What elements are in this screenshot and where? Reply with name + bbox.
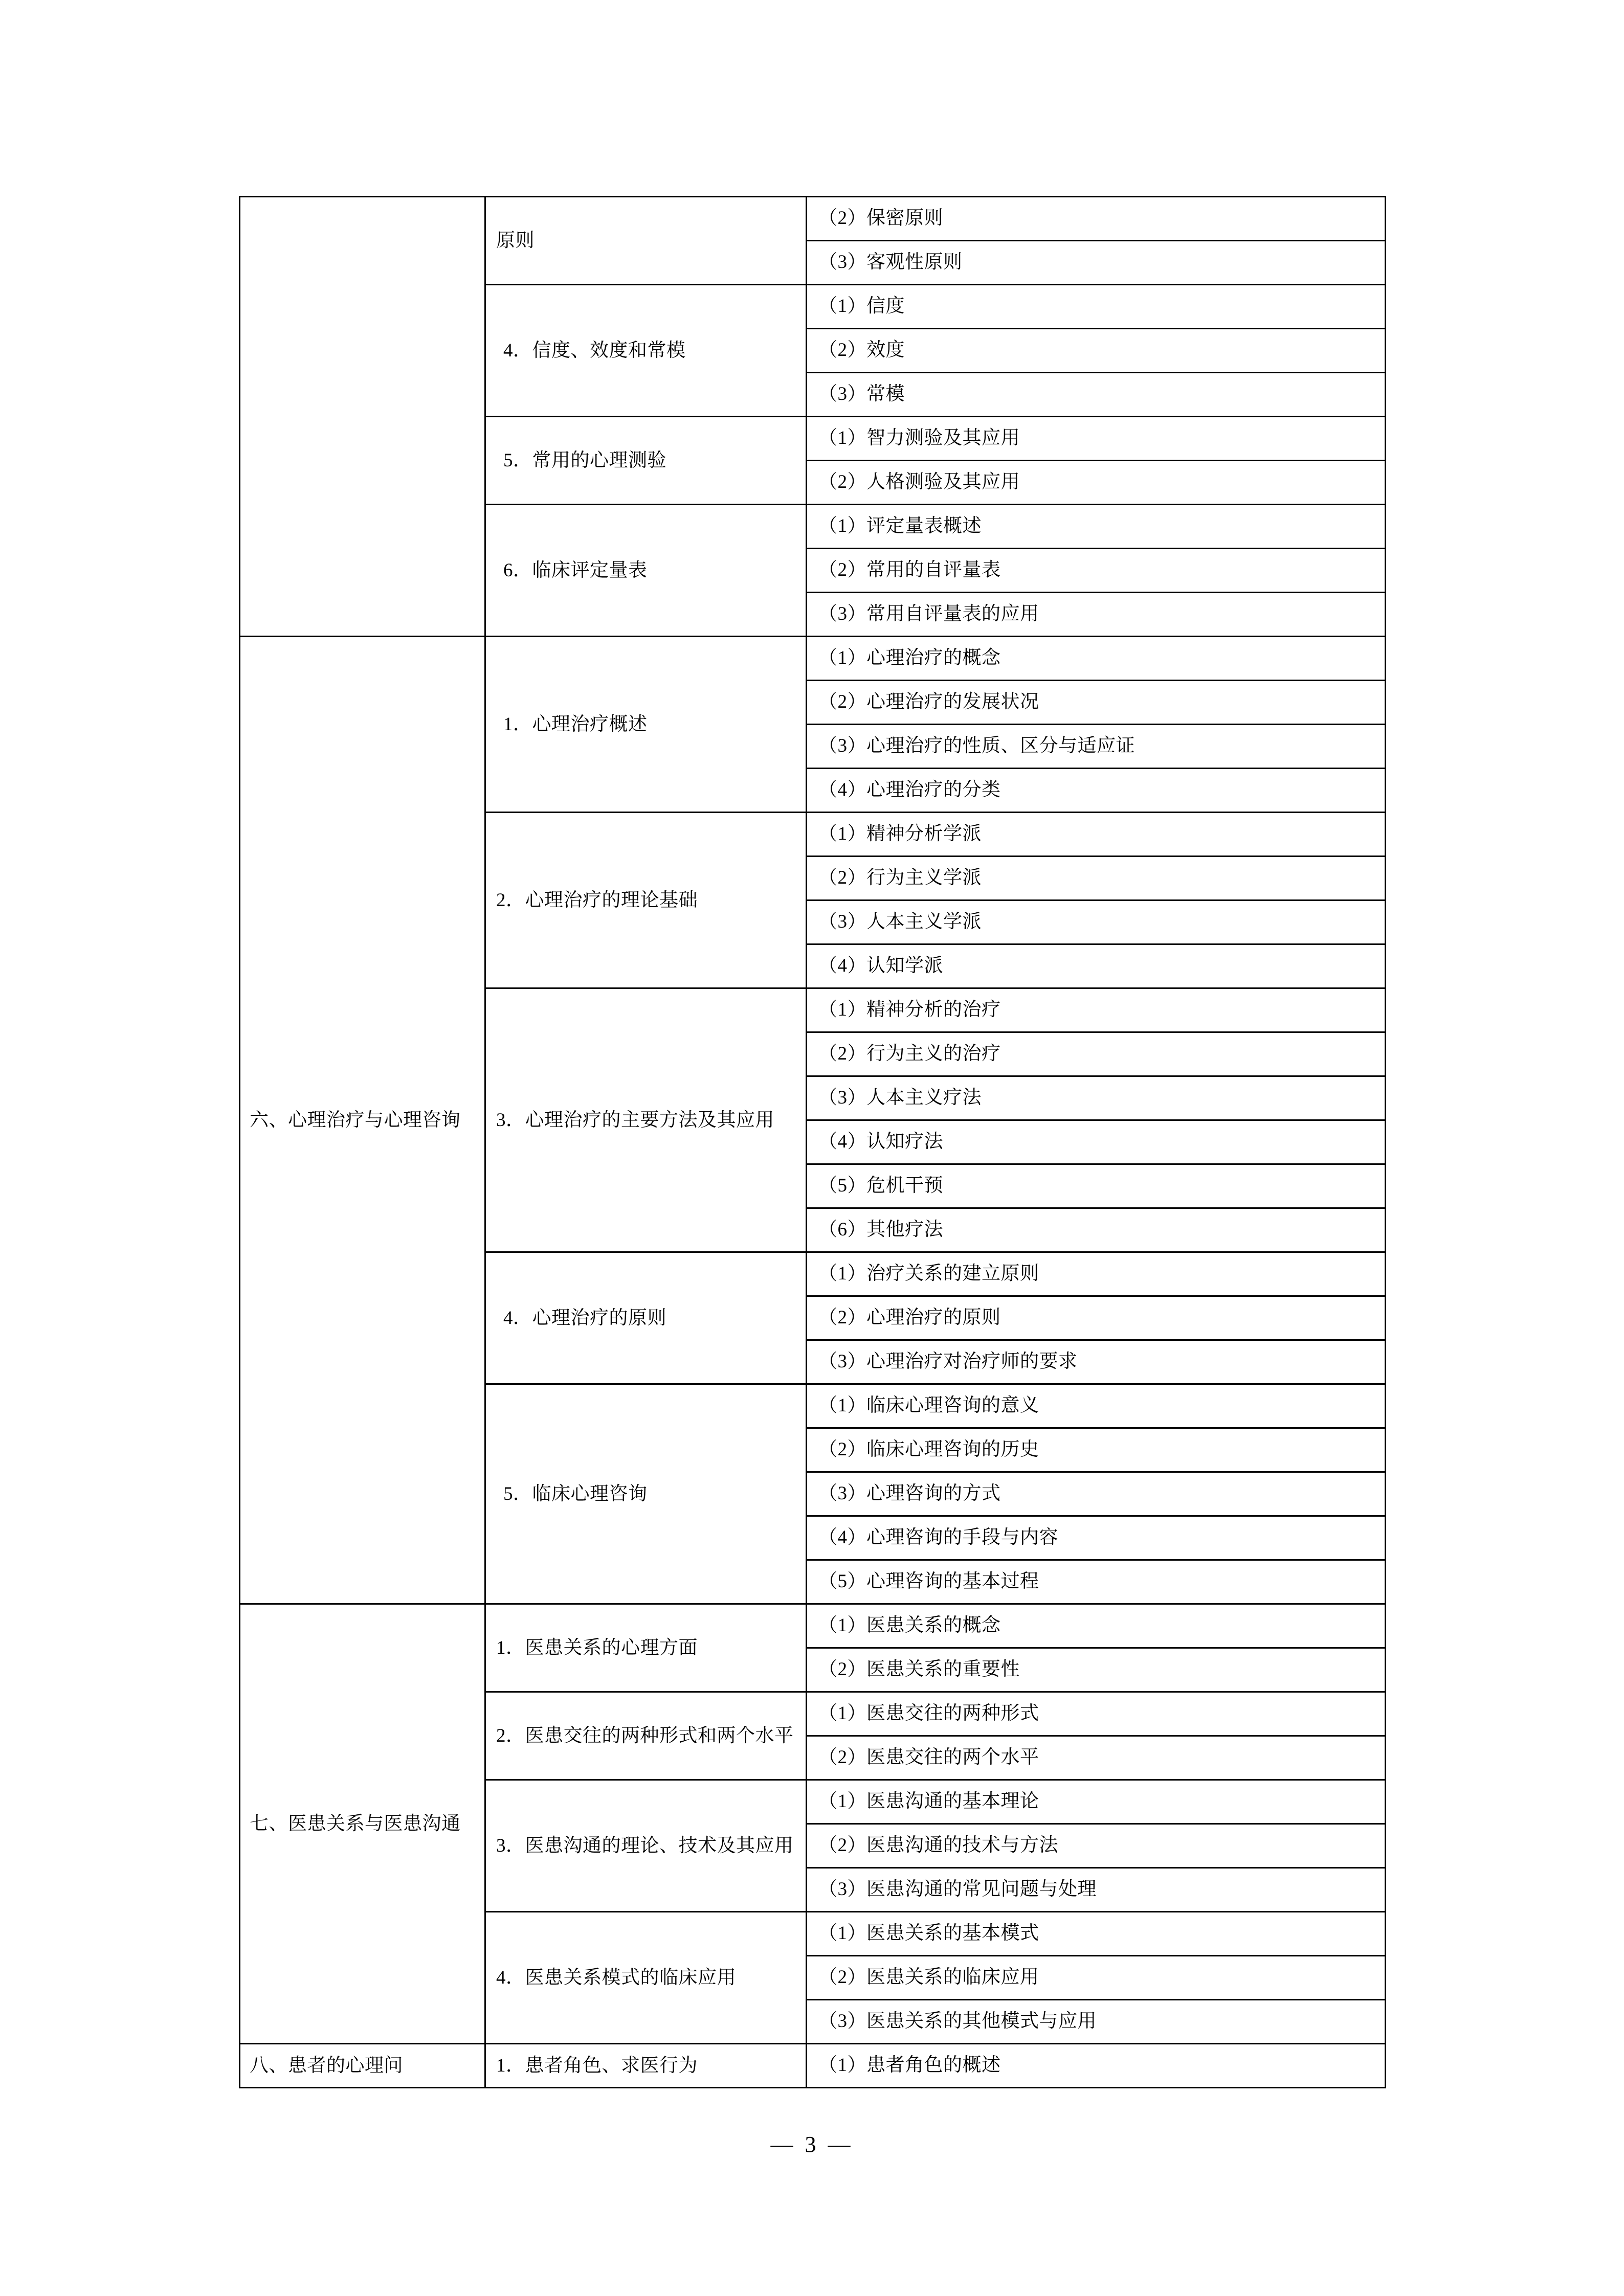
detail-cell: （2）医患交往的两个水平: [807, 1736, 1386, 1780]
detail-cell: （2）医患沟通的技术与方法: [807, 1824, 1386, 1868]
detail-cell: （2）医患关系的临床应用: [807, 1956, 1386, 2000]
detail-cell: （3）心理咨询的方式: [807, 1472, 1386, 1516]
detail-cell: （3）人本主义疗法: [807, 1076, 1386, 1120]
detail-cell: （2）常用的自评量表: [807, 549, 1386, 593]
detail-cell: （6）其他疗法: [807, 1208, 1386, 1252]
detail-cell: （1）治疗关系的建立原则: [807, 1252, 1386, 1296]
table-row: [240, 197, 1386, 241]
detail-cell: （3）客观性原则: [807, 241, 1386, 285]
detail-cell: （1）医患关系的基本模式: [807, 1912, 1386, 1956]
detail-cell: （3）心理治疗的性质、区分与适应证: [807, 725, 1386, 769]
detail-cell: （1）评定量表概述: [807, 505, 1386, 549]
section-label-cell-8: 八、患者的心理问: [240, 2044, 485, 2088]
subtopic-cell: 1．心理治疗概述: [485, 637, 807, 813]
table-row: [240, 637, 1386, 681]
subtopic-cell: 1．患者角色、求医行为: [485, 2044, 807, 2088]
detail-cell: （4）认知疗法: [807, 1120, 1386, 1164]
detail-cell: （1）智力测验及其应用: [807, 417, 1386, 461]
subtopic-cell: 1．医患关系的心理方面: [485, 1604, 807, 1692]
detail-cell: （1）医患交往的两种形式: [807, 1692, 1386, 1736]
subtopic-cell: 2．心理治疗的理论基础: [485, 813, 807, 988]
subtopic-cell: 4．信度、效度和常模: [485, 285, 807, 417]
detail-cell: （1）信度: [807, 285, 1386, 329]
syllabus-table: [239, 196, 1386, 2088]
detail-cell: （2）保密原则: [807, 197, 1386, 241]
subtopic-cell: 4．医患关系模式的临床应用: [485, 1912, 807, 2044]
detail-cell: （1）精神分析的治疗: [807, 988, 1386, 1032]
detail-cell: （2）人格测验及其应用: [807, 461, 1386, 505]
detail-cell: （4）心理治疗的分类: [807, 769, 1386, 813]
subtopic-cell: 5．常用的心理测验: [485, 417, 807, 505]
detail-cell: （3）常用自评量表的应用: [807, 593, 1386, 637]
detail-cell: （3）医患关系的其他模式与应用: [807, 2000, 1386, 2044]
detail-cell: （4）心理咨询的手段与内容: [807, 1516, 1386, 1560]
table-row: [240, 1604, 1386, 1648]
detail-cell: （3）心理治疗对治疗师的要求: [807, 1340, 1386, 1384]
detail-cell: （1）医患沟通的基本理论: [807, 1780, 1386, 1824]
detail-cell: （2）心理治疗的发展状况: [807, 681, 1386, 725]
detail-cell: （1）精神分析学派: [807, 813, 1386, 857]
detail-cell: （3）常模: [807, 373, 1386, 417]
subtopic-cell: 6．临床评定量表: [485, 505, 807, 637]
detail-cell: （2）医患关系的重要性: [807, 1648, 1386, 1692]
subtopic-cell: 原则: [485, 197, 807, 285]
detail-cell: （3）医患沟通的常见问题与处理: [807, 1868, 1386, 1912]
syllabus-table-body: [240, 197, 1386, 2088]
detail-cell: （3）人本主义学派: [807, 901, 1386, 944]
detail-cell: （5）危机干预: [807, 1164, 1386, 1208]
detail-cell: （2）行为主义的治疗: [807, 1032, 1386, 1076]
section-label-cell-7: 七、医患关系与医患沟通: [240, 1604, 485, 2044]
subtopic-cell: 2．医患交往的两种形式和两个水平: [485, 1692, 807, 1780]
detail-cell: （1）患者角色的概述: [807, 2044, 1386, 2088]
detail-cell: （1）心理治疗的概念: [807, 637, 1386, 681]
detail-cell: （1）医患关系的概念: [807, 1604, 1386, 1648]
subtopic-cell: 5．临床心理咨询: [485, 1384, 807, 1604]
table-row: [240, 2044, 1386, 2088]
detail-cell: （5）心理咨询的基本过程: [807, 1560, 1386, 1604]
page-number: — 3 —: [770, 2132, 854, 2157]
subtopic-cell: 4．心理治疗的原则: [485, 1252, 807, 1384]
subtopic-cell: 3．医患沟通的理论、技术及其应用: [485, 1780, 807, 1912]
detail-cell: （2）行为主义学派: [807, 857, 1386, 901]
detail-cell: （1）临床心理咨询的意义: [807, 1384, 1386, 1428]
subtopic-cell: 3．心理治疗的主要方法及其应用: [485, 988, 807, 1252]
detail-cell: （2）心理治疗的原则: [807, 1296, 1386, 1340]
detail-cell: （4）认知学派: [807, 944, 1386, 988]
section-label-cell-continued: [240, 197, 485, 637]
detail-cell: （2）效度: [807, 329, 1386, 373]
detail-cell: （2）临床心理咨询的历史: [807, 1428, 1386, 1472]
section-label-cell-6: 六、心理治疗与心理咨询: [240, 637, 485, 1604]
